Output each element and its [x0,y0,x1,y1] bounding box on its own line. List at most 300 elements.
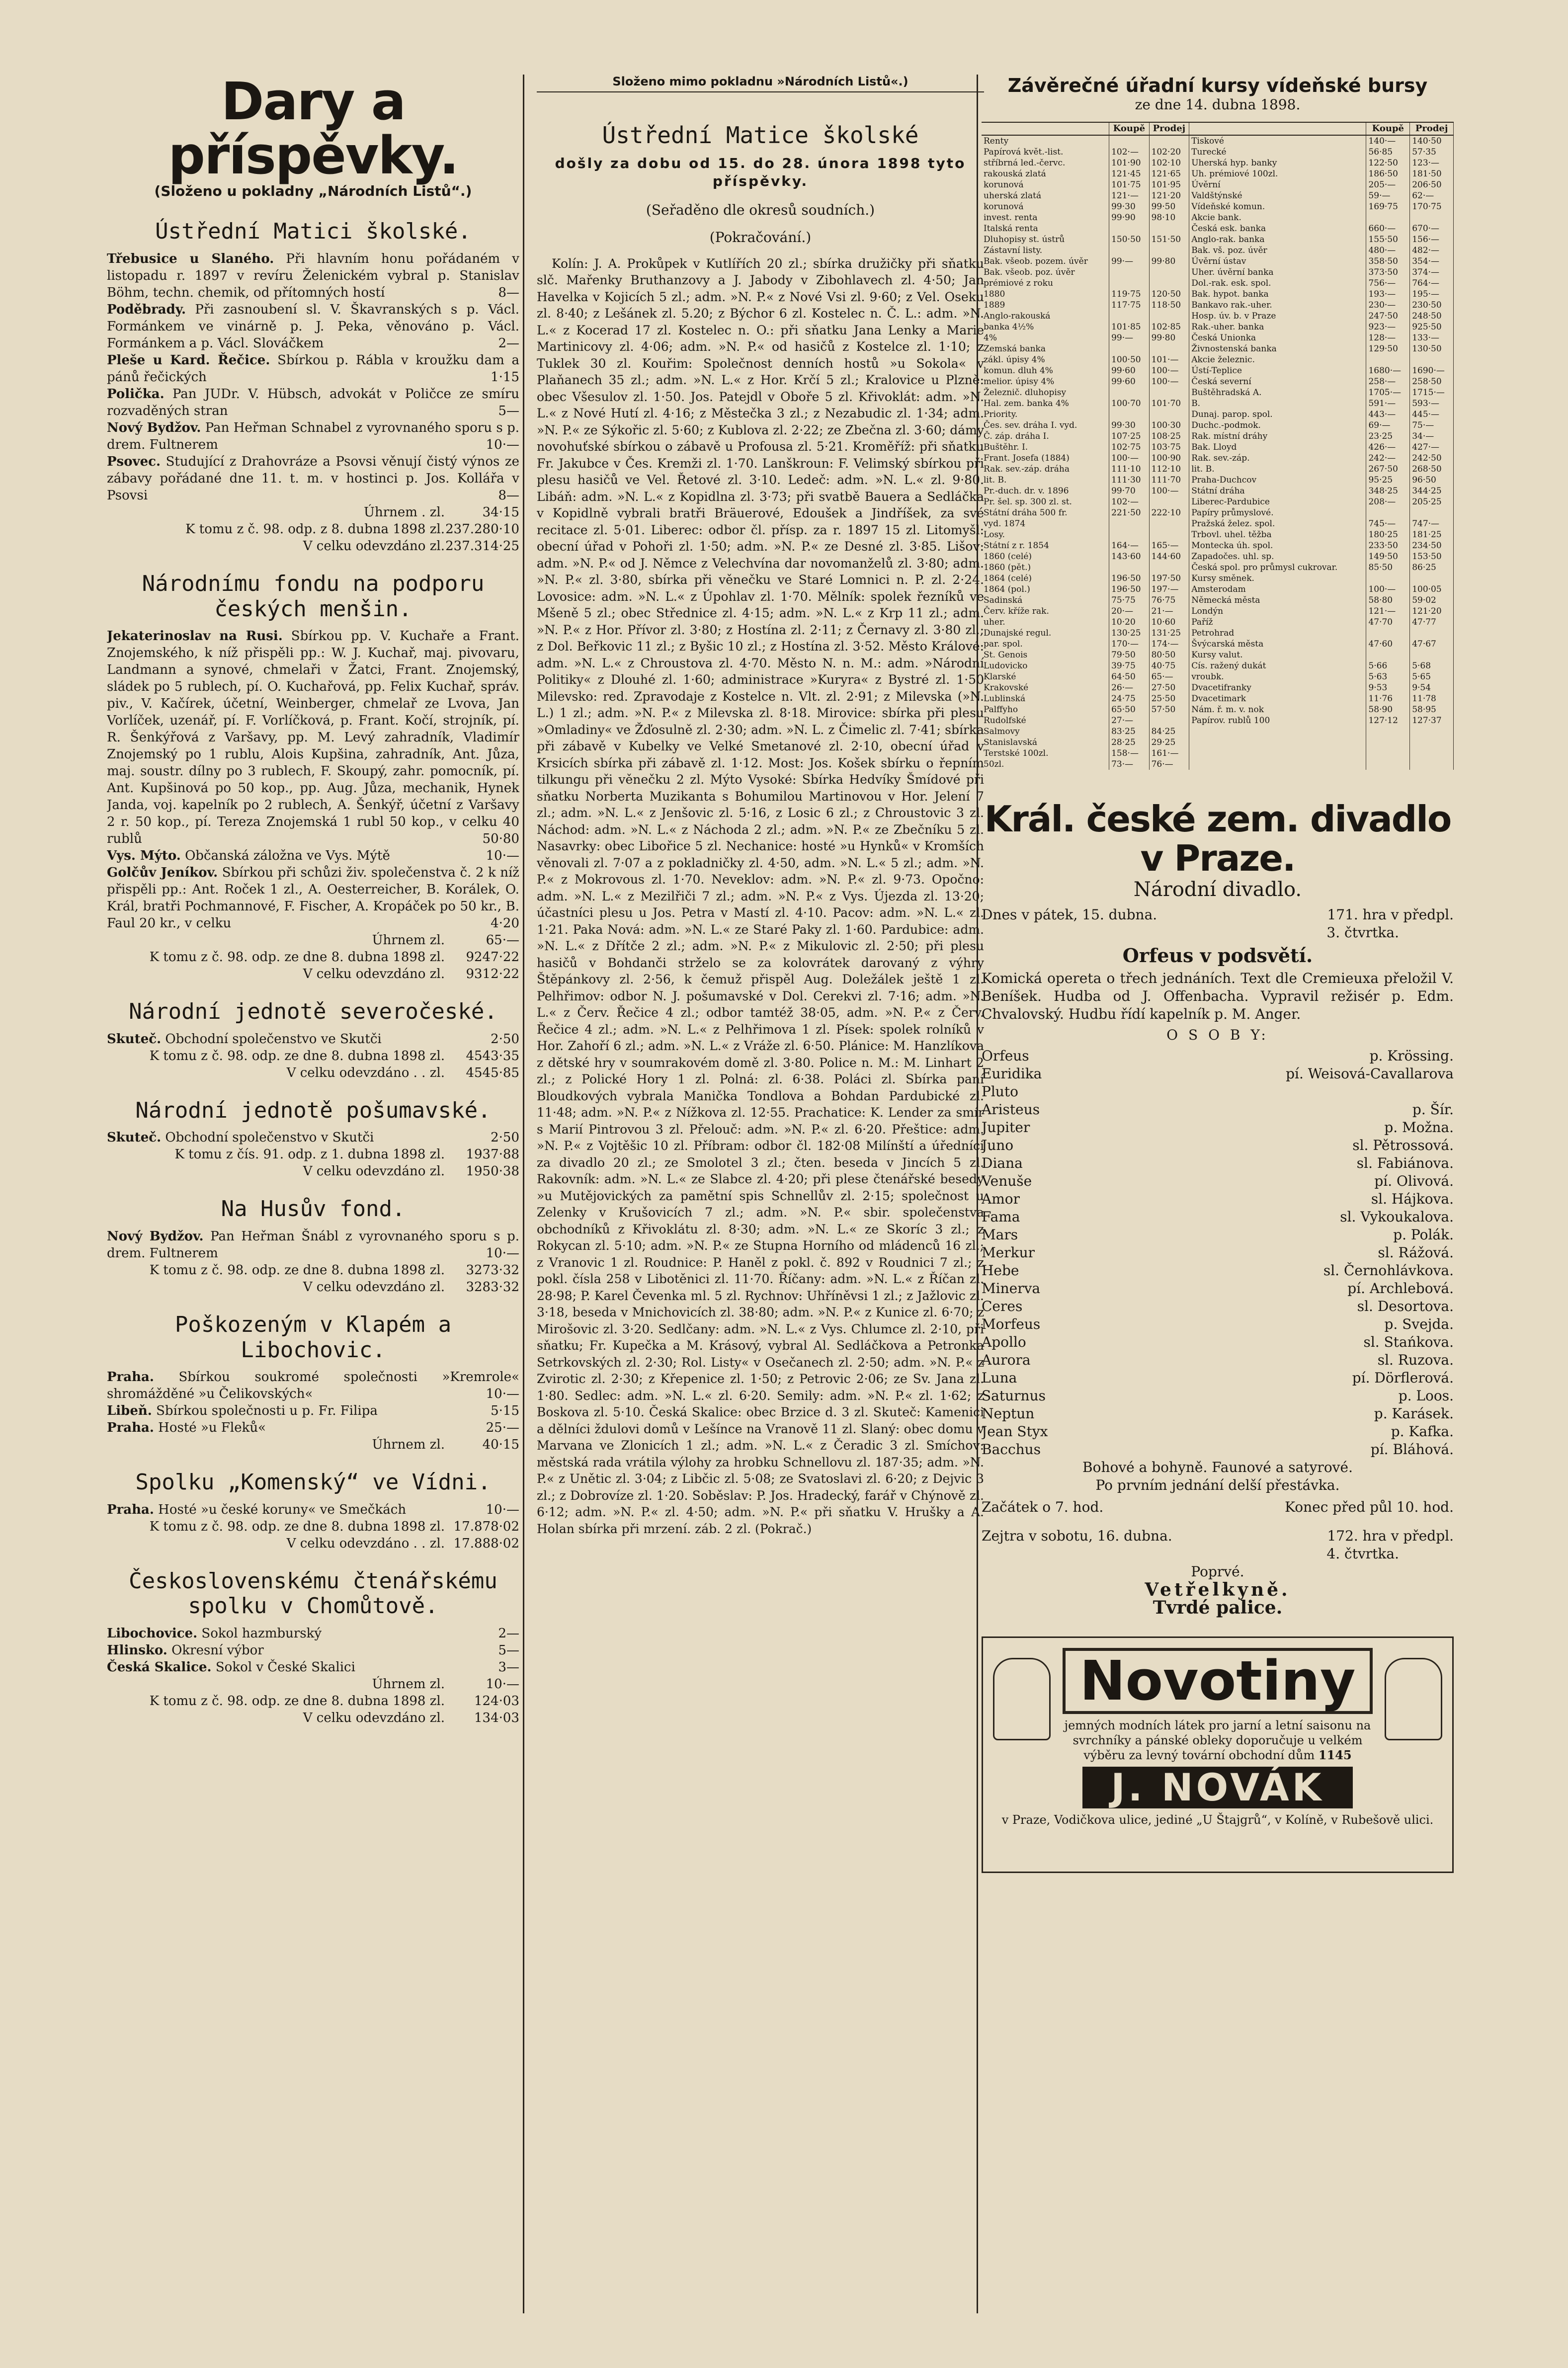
cast-row [982,1047,1454,1065]
rate-value: 155·50 [1366,234,1410,245]
rate-value: 57·35 [1410,147,1454,158]
donor-place: Libochovice. [107,1626,198,1641]
rate-value: 121·65 [1149,168,1189,179]
donation-entry [107,1031,519,1048]
donor-place: Nový Bydžov. [107,1228,204,1244]
cast-row [982,1298,1454,1315]
rate-value: 117·75 [1109,300,1149,311]
security-name: Česká spol. pro průmysl cukrovar. [1189,562,1366,573]
rate-value: 373·50 [1366,267,1410,278]
donation-amount: 10·— [486,848,519,864]
total-amount: 3283·32 [466,1279,519,1295]
donor-place: Česká Skalice. [107,1659,212,1675]
rate-value: 443·— [1366,409,1410,420]
rate-value: 99·50 [1149,201,1189,212]
rate-value: 133·— [1410,332,1454,343]
rate-value: 99·30 [1109,420,1149,431]
role-name: Merkur [982,1244,1035,1261]
ad-company-name: J. NOVÁK [1082,1767,1353,1808]
rate-value [1109,278,1149,289]
rate-value: 65·— [1149,671,1189,682]
cast-row [982,1065,1454,1083]
rate-value: 26·— [1109,682,1149,693]
donation-text: Okresní výbor [167,1642,264,1658]
section-title: Ústřední Matici školské. [155,219,471,245]
total-amount: 34·15 [482,504,519,520]
donation-text: Obchodní společenstvo ve Skutči [161,1031,382,1047]
rates-row [982,562,1454,573]
actor-name: p. Karásek. [1374,1405,1454,1422]
advertisement [982,1636,1454,1873]
rate-value: 75·— [1410,420,1454,431]
ad-headline: Novotiny [1063,1648,1373,1714]
security-name: Úvěrní [1189,179,1366,190]
rate-value: 1715·— [1410,387,1454,398]
security-name: Státní dráha [1189,486,1366,496]
rates-row [982,343,1454,354]
cast-row [982,1405,1454,1423]
rate-value: 58·90 [1366,704,1410,715]
show-number: 171. hra v předpl. [1327,906,1454,923]
donation-amount: 5·15 [491,1403,519,1419]
rates-row [982,650,1454,660]
rate-value: 268·50 [1410,464,1454,475]
security-name: Státní z r. 1854 [982,540,1109,551]
security-name: 1864 (celé) [982,573,1109,584]
rate-value: 99·— [1109,256,1149,267]
security-name: Zástavní listy. [982,245,1109,256]
rates-row [982,453,1454,464]
section-subtitle: došly za dobu od 15. do 28. února 1898 tyto příspěvky. [555,155,966,190]
security-name: lit. B. [982,475,1109,486]
security-name: Dunaj. parop. spol. [1189,409,1366,420]
donation-text: Pan Heřman Šnábl z vyrovnaného sporu s p. drem. Fultnerem [107,1228,519,1261]
rate-value [1149,518,1189,529]
rates-row [982,365,1454,376]
rate-value: 101·75 [1109,179,1149,190]
role-name: Diana [982,1155,1023,1172]
role-name: Minerva [982,1280,1041,1297]
rates-row [982,584,1454,595]
rate-value: 149·50 [1366,551,1410,562]
security-name: uherská zlatá [982,190,1109,201]
rates-row [982,376,1454,387]
rate-value: 99·90 [1109,212,1149,223]
security-name: Vídeňské komun. [1189,201,1366,212]
rate-value: 5·68 [1410,660,1454,671]
rate-value: 99·80 [1149,332,1189,343]
actor-name: sl. Hájkova. [1371,1191,1454,1208]
cast-heading: O S O B Y: [1166,1027,1269,1044]
role-name: Apollo [982,1334,1026,1351]
rate-value: 69·— [1366,420,1410,431]
security-name: Krakovské [982,682,1109,693]
rate-value: 169·75 [1366,201,1410,212]
rate-value [1410,354,1454,365]
rates-row [982,496,1454,507]
ad-text: jemných modních látek pro jarní a letní saisonu na svrchníky a pánské obleky doporučuje u velkém výběru za levný tovární obchodní dům [1064,1718,1371,1763]
total-label: K tomu z čís. 91. odp. z 1. dubna 1898 zl. [174,1147,445,1162]
show-quarter: 3. čtvrtka. [1326,924,1399,941]
security-name: Salmovy [982,726,1109,737]
rate-value: 121·— [1109,190,1149,201]
rates-column-header: Prodej [1149,122,1189,135]
donor-place: Pleše u Kard. Řečice. [107,352,270,368]
total-line [107,1262,519,1279]
rate-value: 660·— [1366,223,1410,234]
rates-row [982,158,1454,168]
rate-value: 62·— [1410,190,1454,201]
rate-value: 99·80 [1149,256,1189,267]
donation-amount: 5— [498,403,519,418]
matice-column [537,75,984,1537]
security-name: Čes. sev. dráha I. vyd. [982,420,1109,431]
total-amount: 17.878·02 [453,1519,519,1534]
section-title: Poškozeným v Klapém a Libochovic. [174,1311,452,1363]
rate-value [1149,311,1189,322]
rates-row [982,518,1454,529]
donation-amount: 50·80 [482,831,519,847]
rate-value: 28·25 [1109,737,1149,748]
total-amount: 65·— [486,933,519,948]
security-name: melior. úpisy 4% [982,376,1109,387]
security-name: Londýn [1189,606,1366,617]
security-name: Nám. ř. m. v. nok [1189,704,1366,715]
rate-value [1149,278,1189,289]
rate-value: 96·50 [1410,475,1454,486]
actor-name: p. Loos. [1398,1388,1454,1404]
rate-value: 131·25 [1149,628,1189,639]
rate-value: 923·— [1366,322,1410,332]
rate-value: 107·25 [1109,431,1149,442]
rate-value: 925·50 [1410,322,1454,332]
rates-row [982,332,1454,343]
security-name: Terstské 100zl. [982,748,1109,759]
security-name: Pražská želez. spol. [1189,518,1366,529]
rate-value: 40·75 [1149,660,1189,671]
security-name: Úvěrní ústav [1189,256,1366,267]
rate-value: 47·77 [1410,617,1454,628]
security-name: Lublinská [982,693,1109,704]
total-label: Úhrnem zl. [372,1437,445,1453]
role-name: Morfeus [982,1316,1041,1333]
rates-row [982,617,1454,628]
rate-value: 221·50 [1109,507,1149,518]
total-label: Úhrnem . zl. [364,504,445,520]
rate-value [1109,311,1149,322]
rate-value: 344·25 [1410,486,1454,496]
show-number: 172. hra v předpl. [1327,1528,1454,1545]
security-name: B. [1189,398,1366,409]
security-name: rakouská zlatá [982,168,1109,179]
rate-value: 196·50 [1109,573,1149,584]
donation-sections [107,219,519,1726]
actor-name: p. Možna. [1384,1119,1454,1136]
rates-row [982,168,1454,179]
rate-value: 174·— [1149,639,1189,650]
total-amount: 1937·88 [466,1147,519,1162]
role-name: Neptun [982,1405,1035,1422]
rate-value: 39·75 [1109,660,1149,671]
rate-value: 193·— [1366,289,1410,300]
donor-place: Třebusice u Slaného. [107,251,274,266]
rate-value: 205·— [1366,179,1410,190]
security-name: Červ. kříže rak. [982,606,1109,617]
rate-value: 158·— [1109,748,1149,759]
donation-text: Sbírkou soukromé společnosti »Kremrole« shromážděné »u Čelikovských« [107,1370,519,1402]
rate-value: 101·90 [1109,158,1149,168]
rate-value: 195·— [1410,289,1454,300]
security-name: lit. B. [1189,464,1366,475]
cast-row [982,1423,1454,1441]
rate-value: 20·— [1109,606,1149,617]
donation-entry [107,419,519,453]
actor-name: p. Šír. [1412,1101,1454,1118]
donation-amount: 25·— [486,1420,519,1436]
rate-value: 11·76 [1366,693,1410,704]
donor-place: Poděbrady. [107,302,186,317]
masthead-title: Dary a příspěvky. [168,75,458,186]
total-amount: 134·03 [474,1710,519,1725]
rate-value [1410,748,1454,759]
donation-text: Sbírkou společnosti u p. Fr. Filipa [152,1403,378,1419]
rate-value: 156·— [1410,234,1454,245]
rate-value: 121·— [1366,606,1410,617]
rate-value: 59·02 [1410,595,1454,606]
rate-value: 10·60 [1149,617,1189,628]
rates-column-header [982,122,1109,135]
cast-row [982,1083,1454,1101]
security-name [1189,748,1366,759]
role-name: Amor [982,1191,1020,1208]
donation-entry [107,1501,519,1518]
cast-row [982,1154,1454,1172]
donation-text: Sokol hazmburský [197,1626,322,1641]
show-date: Dnes v pátek, 15. dubna. [982,906,1157,923]
security-name: komun. dluh 4% [982,365,1109,376]
security-name: Dunajské regul. [982,628,1109,639]
donation-text: Hosté »u české koruny« ve Smečkách [154,1502,407,1517]
rate-value: 197·— [1149,584,1189,595]
rate-value: 56·85 [1366,147,1410,158]
rate-value: 426·— [1366,442,1410,453]
donation-entry [107,453,519,504]
security-name: Amsterodam [1189,584,1366,595]
donation-amount: 2— [498,335,519,351]
show-title-2: Tvrdé palice. [1153,1597,1283,1619]
rate-value [1366,726,1410,737]
security-name: Petrohrad [1189,628,1366,639]
total-label: K tomu z č. 98. odp. ze dne 8. dubna 1898 zl. [149,1519,445,1534]
rates-column-header [1189,122,1366,135]
security-name: Pr. šel. sp. 300 zl. st. [982,496,1109,507]
security-name: Cís. ražený dukát [1189,660,1366,671]
rate-value [1109,409,1149,420]
rate-value: 100·— [1366,584,1410,595]
rate-value: 208·— [1366,496,1410,507]
security-name: Dol.-rak. esk. spol. [1189,278,1366,289]
donor-place: Golčův Jeníkov. [107,865,218,881]
rate-value: 101·85 [1109,322,1149,332]
show-date: Zejtra v sobotu, 16. dubna. [982,1528,1172,1545]
donor-place: Skuteč. [107,1130,162,1145]
donor-list-text: Kolín: J. A. Prokůpek v Kutlířích 20 zl.; sbírka družičky při sňatku slč. Mařenky Bruthanzovy a J. Jabody v Zibohlavech zl. 4·50; Jan Havelka v Kojicích 5 zl.; adm. »N. P.« z Nové Vsi zl. 9·60; z Vel. Oseku zl. 8·40; z Lešánek zl. 5.20; z Býchor 6 zl. Kostelec n. Č. L.: adm. »N. L.« z Kocerad 17 zl. Kostelec n. O.: při sňatku Jana Lenky a Marie Martinicovy zl. 4·06; adm. »N. P.« od hasičů z Kostelce zl. 1·10; z Tuklek 30 zl. Kouřim: Společnost denních hostů »u Sokola« v Plaňanech 35 zl.; adm. »N. L.« z Hor. Krčí 5 zl.; Kralovice u Plzně: obec Všesulov zl. 1·50. Jos. Patejdl v Oboře 5 zl. Křivoklát: adm. »N. L.« z Nové Hutí zl. 4·16; z Městečka 3 zl.; z Nezabudic zl. 1·34; adm. »N. P.« ze Sýkořic zl. 5·60; z Kublova zl. 2·22; ze Zbečna zl. 3·60; dámy novohuťské sbírkou o zábavě u Profousa zl. 5·21. Kroměříž: při sňatku Fr. Jakubce v Čes. Kremži zl. 1·70. Lanškroun: F. Velimský sbírkou při plesu hasičů ve Vel. Řetové zl. 3·10. Ledeč: adm. »N. L.« zl. 9·80. Libáň: adm. »N. L.« z Kopidlna zl. 3·73; při svatbě Bauera a Sedláčka v Kopidlně vybrali bratři Bräuerové, Edoušek a Jindříšek, za své recitace zl. 5·01. Liberec: odbor čl. přísp. za r. 1897 15 zl. Litomyšl: obecní úřad v Pohoři zl. 1·50; adm. »N. P.« ze Desné zl. 3·85. Lišov: adm. »N. P.« od J. Němce z Velechvína dar novomanželů zl. 3·80; adm. »N. P.« zl. 3·80, sbírka při věnečku ve Staré Lomnici n. P. zl. 2·24. Lovosice: adm. »N. L.« z Úpohlav zl. 1·70. Mělník: spolek řezníků ve Mšeně 5 zl.; obec Střednice zl. 4·15; adm. »N. L.« z Krp 11 zl.; adm. »N. P.« z Hor. Přívor zl. 3·80; z Hostína zl. 2·11; z Černavy zl. 3·80 zl.; z Dol. Beřkovic 11 zl.; z Byšic 10 zl.; z Hostína zl. 3·52. Město Králové: adm. »N. L.« z Chroustova zl. 4·70. Město N. n. M.: adm. »Národní Politiky« z Dlouhé zl. 1·60; administrace »Kuryra« z Bystré zl. 1·50 Milevsko: red. Zpravodaje z Kostelce n. Vlt. zl. 2·91; z Milevska (»N. L.) 1 zl.; adm. »N. P.« z Milevska zl. 8·18. Mirovice: sbírka při plesu »Omladiny« ve Žďosulně zl. 2·30; adm. »N. L. z Čimelic zl. 7·41; sbírka při zábavě v Kubelky ve Velké Smetanové zl. 2·10, obecní úřad v Krsicích sbírka při zábavě zl. 1·12. Most: Jos. Košek sbírku o řepním tilkungu při věnečku 2 zl. Mýto Vysoké: Sbírka Hedvíky Šmídové při sňatku Norberta Muzikanta s Bohumilou Martinovou v Hor. Jelení 7 zl.; adm. »N. L.« z Jenšovic zl. 5·16, z Losic 6 zl.; z Chroustovic 3 zl. Náchod: adm. »N. L.« z Náchoda 2 zl.; adm. »N. P.« ze Zbečníku 5 zl. Nasavrky: obec Libořice 5 zl. Nechanice: hosté »u Hynků« v Kromších věnovali zl. 7·07 a z pokladničky zl. 4·50, adm. »N. L.« 5 zl.; adm. »N. P.« z Mokrovous zl. 1·70. Neveklov: adm. »N. P.« zl. 9·73. Opočno: adm. »N. L.« z Mezilřiči 7 zl.; adm. »N. P.« z Vys. Újezda zl. 13·20; účastníci plesu u Jos. Petra v Mastí zl. 4·10. Pacov: adm. »N. L.« zl. 1·21. Paka Nová: adm. »N. L.« ze Staré Paky zl. 1·60. Pardubice: adm. »N. L.« z Dřítče 2 zl.; adm. »N. P.« z Mikulovic zl. 2·50; při plesu hasičů v Bohdanči strželo se za kolovrátek darovaný z výhry Štěpánkovy zl. 2·56, k čemuž přispěl Aug. Doležálek ještě 1 zl. Pelhřimov: odbor N. J. pošumavské v Dol. Cerekvi zl. 7·16; adm. »N. L.« z Červ. Řečice 4 zl.; odbor tamtéž 38·05, adm. »N. P.« z Červ. Řečice 4 zl.; adm. »N. L.« z Pelhřimova 1 zl. Písek: spolek rolníků v Hor. Zahoří 6 zl.; adm. »N. L.« z Vráže zl. 6·50. Plánice: M. Hanzlíkova z dětské hry v soumrakovém domě zl. 3·80. Police n. M.: M. Linhart 2 zl.; z Polické Hory 1 zl. Polná: zl. 6·38. Poláci zl. Sbírka paní Bloudkových vybrala Manička Tondlova a Bohdan Pardubické zl. 11·48; adm. »N. P.« z Nížkova zl. 12·55. Prachatice: K. Lender za smír s Marií Pintrovou 3 zl. Přelouč: adm. »N. P.« zl. 6·20. Přeštice: adm. »N. P.« z Vojtěšic 10 zl. Příbram: odbor čl. 182·08 Milínští a úředníci za divadlo 20 zl.; ze Smolotel 3 zl.; čten. beseda v Jincích 5 zl. Rakovník: adm. »N. L.« ze Slabce zl. 4·20; při plese čtenářské besedy »u Mutějovických za pamětní spis Schnellův zl. 2·15; společnost u Zelenky v Krušovicích 7 zl.; adm. »N. P.« sbir. společenstva obchodníků z Křivoklátu zl. 8·30; adm. »N. L.« ze Skoríc 3 zl.; z Rokycan zl. 5·10; adm. »N. P.« ze Stupna Horního od mládenců 16 zl.; z Vranovic 1 zl. Roudnice: P. Haněl z pokl. č. 892 v Roudnici 7 zl.; z pokl. čísla 258 v Libotěnici zl. 11·70. Říčany: adm. »N. L.« z Říčan zl. 28·98; P. Karel Čevenka ml. 5 zl. Rychnov: Uhříněvsi 1 zl.; z Jažlovic zl. 3·18, beseda v Mnichovicích zl. 38·80; adm. »N. P.« z Kunice zl. 6·70; z Mirošovic zl. 3·20. Sedlčany: adm. »N. L.« z Vys. Chlumce zl. 2·10, při sňatku; Fr. Kupečka a M. Krásový, vybral Al. Sedláčkova a Petronka Setrkovských zl. 2·30; Rol. Listy« v Osečanech zl. 2·50; adm. »N. P.« z Zvirotic zl. 2·30; z Křepenice zl. 1·50; z Petrovic 2·06; ze Sv. Jana zl. 1·80. Sedlec: adm. »N. L.« zl. 6·20. Semily: adm. »N. P.« zl. 1·62; z Boskova zl. 5·10. Česká Skalice: obec Brzice d. 3 zl. Skuteč: Kamenici a dělníci ždulovi domů v Lešínce na Vranově 11 zl. Slaný: obec domu v Marvana ve Zlonicích 1 zl.; adm. »N. L.« z Čeradic 3 zl. Smíchov: městská rada vrátila výlohy za hrobku Schnellovu zl. 187·35; adm. »N. P.« z Unětic zl. 3·04; z Libčic zl. 5·08; ze Svatoslavi zl. 6·20; z Dejvic 3 zl.; z Dobrovíze zl. 1·20. Soběslav: P. Jos. Hradecký, farář v Chýnově zl. 6·12; adm. »N. P.« zl. 4·50; adm. »N. P.« při sňatku V. Hrušky a A. Holan sbírka při mrzení. záb. 2 zl. (Pokrač.) [537,256,984,1536]
rate-value: 79·50 [1109,650,1149,660]
actor-name: sl. Rážová. [1378,1244,1454,1261]
rate-value: 100·— [1149,376,1189,387]
donation-entry [107,847,519,864]
rate-value: 29·25 [1149,737,1189,748]
rate-value: 180·25 [1366,529,1410,540]
rate-value: 47·60 [1366,639,1410,650]
total-amount: 4545·85 [466,1065,519,1080]
donations-column [107,75,519,1726]
donation-amount: 5— [498,1642,519,1658]
rate-value: 143·60 [1109,551,1149,562]
rate-value: 374·— [1410,267,1454,278]
rate-value: 122·50 [1366,158,1410,168]
rates-row [982,179,1454,190]
rate-value: 348·25 [1366,486,1410,496]
total-label: V celku odevzdáno . . zl. [286,1065,445,1080]
total-line [107,1693,519,1710]
donor-place: Hlinsko. [107,1642,167,1658]
section-title: Ústřední Matice školské [602,122,919,149]
rate-value: 247·50 [1366,311,1410,322]
rate-value: 140·— [1366,135,1410,147]
security-name: Zemská banka [982,343,1109,354]
rates-row [982,135,1454,147]
section-title: Spolku „Komenský“ ve Vídni. [135,1470,491,1495]
total-line [107,966,519,982]
rate-value: 59·— [1366,190,1410,201]
security-name: Duchc.-podmok. [1189,420,1366,431]
total-label: Úhrnem zl. [372,1676,445,1692]
rate-value: 445·— [1410,409,1454,420]
rate-value: 21·— [1149,606,1189,617]
rates-row [982,507,1454,518]
rate-value [1109,518,1149,529]
donation-entry [107,864,519,932]
donation-entry [107,1659,519,1676]
total-line [107,504,519,521]
rates-row [982,223,1454,234]
rates-row [982,289,1454,300]
rate-value [1410,737,1454,748]
security-name: Montecka úh. spol. [1189,540,1366,551]
rate-value [1410,212,1454,223]
security-name: Uh. prémiové 100zl. [1189,168,1366,179]
total-label: V celku odevzdáno zl. [303,1710,445,1725]
donation-text: Při zasnoubení sl. V. Škavranských s p. Václ. Formánkem ve vinárně p. J. Peka, věnováno p. Václ. Formánkem a p. Václ. Slováčkem [107,302,519,351]
rate-value [1410,650,1454,660]
actor-name: pí. Bláhová. [1370,1441,1454,1458]
rate-value: 258·— [1366,376,1410,387]
security-name: Pr.-duch. dr. v. 1896 [982,486,1109,496]
rates-row [982,529,1454,540]
rate-value: 482·— [1410,245,1454,256]
security-name: Valdštýnské [1189,190,1366,201]
rate-value [1109,562,1149,573]
rate-value: 100·05 [1410,584,1454,595]
donation-amount: 1·15 [491,369,519,385]
rates-row [982,300,1454,311]
rate-value: 102·75 [1109,442,1149,453]
donation-text: Sbírkou pp. V. Kuchaře a Frant. Znojemského, k níž přispěli pp.: W. J. Kuchař, maj. pivovaru, Landmann a synové, chmelaři v Žatci, Frant. Znojemský, sládek po 5 rublech, pí. O. Kuchařová, pp. Felix Kuchař, správ. piv., V. Kačírek, účetní, Weinberger, chmelař ze Lvova, Jan Vorlíček, uzenář, pí. F. Vorlíčková, p. Frant. Kočí, strojník, pí. R. Šenkýřová z Varšavy, pp. M. Levý zahradník, Vladimír Znojemský po 1 rublu, Alois Kupšina, zahradník, Ant. Jůza, maj. soustr. dílny po 3 rublech, F. Skoupý, zahr. pomocník, pí. Ant. Kupšinová po 50 kop., pp. Aug. Jůza, mechanik, Hynek Janda, voj. kapelník po 2 rublech, A. Šenkýř, účetní z Varšavy 2 r. 50 kop., pí. Tereza Znojemská 1 rubl 50 kop., v celku 40 rublů [107,629,519,847]
rate-value [1149,343,1189,354]
rate-value: 230·50 [1410,300,1454,311]
rates-column-header: Koupě [1109,122,1149,135]
rates-row [982,737,1454,748]
total-line [107,1048,519,1064]
masthead-subtitle: (Složeno u pokladny „Národních Listů“.) [154,183,472,200]
total-label: V celku odevzdáno zl. [303,1164,445,1179]
donation-text: Pan JUDr. V. Hübsch, advokát v Poličce ze smíru rozvaděných stran [107,386,519,418]
security-name: Rak. místní dráhy [1189,431,1366,442]
section-title: Národnímu fondu na podporu českých menšin. [142,571,485,622]
rate-value: 58·95 [1410,704,1454,715]
rate-value: 101·— [1149,354,1189,365]
security-name: Palffyho [982,704,1109,715]
rate-value: 170·— [1109,639,1149,650]
cast-note: Bohové a bohyně. Faunové a satyrové. [1082,1459,1353,1476]
total-amount: 124·03 [474,1693,519,1709]
rate-value: 186·50 [1366,168,1410,179]
rate-value: 206·50 [1410,179,1454,190]
security-name: Renty [982,135,1109,147]
rates-row [982,551,1454,562]
security-name: 4% [982,332,1109,343]
total-line [107,1436,519,1453]
donation-entry [107,301,519,352]
security-name: Č. záp. dráha I. [982,431,1109,442]
rates-row [982,486,1454,496]
cast-row [982,1119,1454,1137]
rate-value: 11·78 [1410,693,1454,704]
role-name: Saturnus [982,1388,1046,1404]
donation-entry [107,1402,519,1419]
rates-row [982,201,1454,212]
total-line [107,1064,519,1081]
rate-value: 354·— [1410,256,1454,267]
total-line [107,1518,519,1535]
rate-value: 9·54 [1410,682,1454,693]
security-name: vroubk. [1189,671,1366,682]
security-name: 1889 [982,300,1109,311]
rate-value: 83·25 [1109,726,1149,737]
rate-value: 100·50 [1109,354,1149,365]
rate-value [1109,267,1149,278]
security-name: Kursy směnek. [1189,573,1366,584]
rate-value: 140·50 [1410,135,1454,147]
donation-amount: 2·50 [491,1130,519,1145]
rate-value: 64·50 [1109,671,1149,682]
rate-value: 5·66 [1366,660,1410,671]
rate-value [1366,737,1410,748]
security-name: Italská renta [982,223,1109,234]
role-name: Aurora [982,1352,1031,1369]
rate-value: 164·— [1109,540,1149,551]
rate-value [1410,726,1454,737]
rate-value: 100·30 [1149,420,1189,431]
role-name: Orfeus [982,1048,1029,1064]
donation-entry [107,1369,519,1402]
rate-value: 197·50 [1149,573,1189,584]
security-name: Rak. sev.-záp. [1189,453,1366,464]
rate-value: 593·— [1410,398,1454,409]
security-name [1189,759,1366,770]
rates-row [982,573,1454,584]
